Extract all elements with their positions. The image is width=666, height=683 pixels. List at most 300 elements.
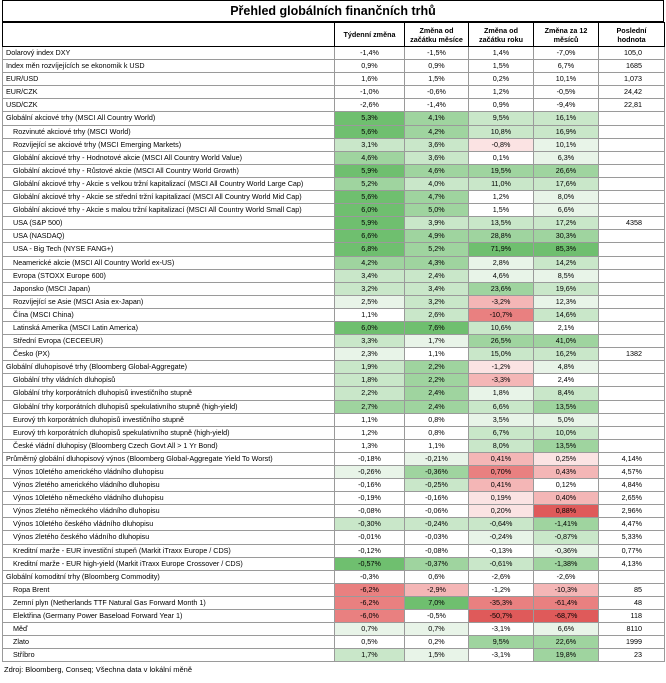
weekly-change-cell: 1,1%: [335, 308, 405, 321]
ytd-change-cell: -3,3%: [469, 374, 534, 387]
weekly-change-cell: -0,19%: [335, 492, 405, 505]
mtd-change-cell: 3,4%: [405, 282, 469, 295]
last-value-cell: 118: [599, 610, 665, 623]
table-row: [3, 243, 665, 256]
weekly-change-cell: 6,6%: [335, 230, 405, 243]
weekly-change-cell: -1,0%: [335, 86, 405, 99]
table-row: [3, 269, 665, 282]
ytd-change-cell: 6,7%: [469, 426, 534, 439]
row-name: Čína (MSCI China): [3, 308, 335, 321]
last-value-cell: [599, 387, 665, 400]
last-value-cell: 24,42: [599, 86, 665, 99]
table-row: [3, 151, 665, 164]
row-name: USA - Big Tech (NYSE FANG+): [3, 243, 335, 256]
12m-change-cell: -0,36%: [534, 544, 599, 557]
ytd-change-cell: 2,8%: [469, 256, 534, 269]
row-name: Globální trhy korporátních dluhopisů spekulativního stupně (high-yield): [3, 400, 335, 413]
mtd-change-cell: 3,2%: [405, 295, 469, 308]
row-name: Rozvíjející se akciové trhy (MSCI Emerging Markets): [3, 138, 335, 151]
ytd-change-cell: 15,0%: [469, 348, 534, 361]
ytd-change-cell: -0,61%: [469, 557, 534, 570]
mtd-change-cell: 0,6%: [405, 570, 469, 583]
12m-change-cell: 8,0%: [534, 191, 599, 204]
row-name: Globální dluhopisové trhy (Bloomberg Global-Aggregate): [3, 361, 335, 374]
mtd-change-cell: 5,0%: [405, 204, 469, 217]
row-name: Index měn rozvíjejících se ekonomik k USD: [3, 60, 335, 73]
last-value-cell: [599, 374, 665, 387]
weekly-change-cell: 5,2%: [335, 177, 405, 190]
12m-change-cell: -7,0%: [534, 47, 599, 60]
weekly-change-cell: -0,26%: [335, 466, 405, 479]
12m-change-cell: 26,6%: [534, 164, 599, 177]
weekly-change-cell: 1,9%: [335, 361, 405, 374]
table-row: [3, 230, 665, 243]
last-value-cell: [599, 256, 665, 269]
weekly-change-cell: 6,0%: [335, 321, 405, 334]
table-row: [3, 73, 665, 86]
row-name: USA (NASDAQ): [3, 230, 335, 243]
mtd-change-cell: 0,9%: [405, 60, 469, 73]
weekly-change-cell: 0,5%: [335, 636, 405, 649]
row-name: Evropa (STOXX Europe 600): [3, 269, 335, 282]
weekly-change-cell: 4,6%: [335, 151, 405, 164]
mtd-change-cell: 2,6%: [405, 308, 469, 321]
mtd-change-cell: -0,25%: [405, 479, 469, 492]
ytd-change-cell: 0,41%: [469, 479, 534, 492]
last-value-cell: [599, 125, 665, 138]
weekly-change-cell: 6,8%: [335, 243, 405, 256]
weekly-change-cell: -0,18%: [335, 452, 405, 465]
ytd-change-cell: 0,2%: [469, 73, 534, 86]
last-value-cell: 1382: [599, 348, 665, 361]
mtd-change-cell: 1,1%: [405, 348, 469, 361]
12m-change-cell: 13,5%: [534, 400, 599, 413]
weekly-change-cell: -0,30%: [335, 518, 405, 531]
mtd-change-cell: -0,06%: [405, 505, 469, 518]
last-value-cell: 2,65%: [599, 492, 665, 505]
12m-change-cell: -1,38%: [534, 557, 599, 570]
mtd-change-cell: 3,9%: [405, 217, 469, 230]
ytd-change-cell: 0,70%: [469, 466, 534, 479]
mtd-change-cell: -1,5%: [405, 47, 469, 60]
12m-change-cell: 10,1%: [534, 73, 599, 86]
weekly-change-cell: 2,7%: [335, 400, 405, 413]
table-row: [3, 348, 665, 361]
last-value-cell: [599, 439, 665, 452]
ytd-change-cell: -0,8%: [469, 138, 534, 151]
table-row: [3, 177, 665, 190]
ytd-change-cell: 0,1%: [469, 151, 534, 164]
weekly-change-cell: 5,9%: [335, 217, 405, 230]
last-value-cell: 23: [599, 649, 665, 662]
12m-change-cell: 14,6%: [534, 308, 599, 321]
table-row: [3, 439, 665, 452]
12m-change-cell: 0,12%: [534, 479, 599, 492]
header-12m: Změna za 12 měsíců: [534, 23, 599, 47]
header-mtd: Změna od začátku měsíce: [405, 23, 469, 47]
last-value-cell: 5,33%: [599, 531, 665, 544]
ytd-change-cell: -35,3%: [469, 596, 534, 609]
weekly-change-cell: -0,12%: [335, 544, 405, 557]
table-row: [3, 544, 665, 557]
mtd-change-cell: -1,4%: [405, 99, 469, 112]
last-value-cell: 105,0: [599, 47, 665, 60]
weekly-change-cell: 0,7%: [335, 623, 405, 636]
weekly-change-cell: 1,8%: [335, 374, 405, 387]
mtd-change-cell: 7,6%: [405, 321, 469, 334]
12m-change-cell: 16,1%: [534, 112, 599, 125]
last-value-cell: [599, 204, 665, 217]
table-row: [3, 413, 665, 426]
ytd-change-cell: -3,2%: [469, 295, 534, 308]
last-value-cell: [599, 138, 665, 151]
weekly-change-cell: -0,01%: [335, 531, 405, 544]
mtd-change-cell: 4,3%: [405, 256, 469, 269]
header-last-value: Poslední hodnota: [599, 23, 665, 47]
ytd-change-cell: 3,5%: [469, 413, 534, 426]
row-name: Střední Evropa (CECEEUR): [3, 335, 335, 348]
weekly-change-cell: 3,2%: [335, 282, 405, 295]
ytd-change-cell: -0,13%: [469, 544, 534, 557]
row-name: Globální komoditní trhy (Bloomberg Commodity): [3, 570, 335, 583]
last-value-cell: [599, 295, 665, 308]
mtd-change-cell: -0,6%: [405, 86, 469, 99]
row-name: Měď: [3, 623, 335, 636]
table-body: [3, 47, 665, 662]
last-value-cell: 4,84%: [599, 479, 665, 492]
row-name: Česko (PX): [3, 348, 335, 361]
report-container: [2, 0, 664, 674]
ytd-change-cell: 13,5%: [469, 217, 534, 230]
row-name: Eurový trh korporátních dluhopisů investičního stupně: [3, 413, 335, 426]
weekly-change-cell: 3,4%: [335, 269, 405, 282]
12m-change-cell: 2,1%: [534, 321, 599, 334]
source-note: Zdroj: Bloomberg, Conseq; Všechna data v lokální měně: [4, 665, 193, 675]
ytd-change-cell: 0,9%: [469, 99, 534, 112]
table-row: [3, 125, 665, 138]
mtd-change-cell: 5,2%: [405, 243, 469, 256]
weekly-change-cell: 1,2%: [335, 426, 405, 439]
row-name: Rozvíjející se Asie (MSCI Asia ex-Japan): [3, 295, 335, 308]
table-row: [3, 557, 665, 570]
table-row: [3, 596, 665, 609]
last-value-cell: [599, 269, 665, 282]
table-row: [3, 164, 665, 177]
12m-change-cell: 10,0%: [534, 426, 599, 439]
row-name: Latinská Amerika (MSCI Latin America): [3, 321, 335, 334]
12m-change-cell: 6,6%: [534, 623, 599, 636]
weekly-change-cell: 5,9%: [335, 164, 405, 177]
mtd-change-cell: -0,36%: [405, 466, 469, 479]
row-name: EUR/CZK: [3, 86, 335, 99]
weekly-change-cell: 3,1%: [335, 138, 405, 151]
weekly-change-cell: -0,08%: [335, 505, 405, 518]
mtd-change-cell: 3,6%: [405, 138, 469, 151]
mtd-change-cell: 2,2%: [405, 361, 469, 374]
ytd-change-cell: 9,5%: [469, 112, 534, 125]
last-value-cell: [599, 308, 665, 321]
row-name: Dolarový index DXY: [3, 47, 335, 60]
table-row: [3, 518, 665, 531]
mtd-change-cell: -2,9%: [405, 583, 469, 596]
weekly-change-cell: 3,3%: [335, 335, 405, 348]
weekly-change-cell: 6,0%: [335, 204, 405, 217]
12m-change-cell: 2,4%: [534, 374, 599, 387]
last-value-cell: 4,14%: [599, 452, 665, 465]
ytd-change-cell: 0,41%: [469, 452, 534, 465]
report-title: Přehled globálních finančních trhů: [2, 0, 664, 22]
table-row: [3, 335, 665, 348]
12m-change-cell: 5,0%: [534, 413, 599, 426]
weekly-change-cell: 1,7%: [335, 649, 405, 662]
table-row: [3, 374, 665, 387]
header-name: [3, 23, 335, 47]
row-name: Elektřina (Germany Power Baseload Forward Year 1): [3, 610, 335, 623]
12m-change-cell: -10,3%: [534, 583, 599, 596]
mtd-change-cell: 7,0%: [405, 596, 469, 609]
12m-change-cell: 8,4%: [534, 387, 599, 400]
mtd-change-cell: 4,0%: [405, 177, 469, 190]
12m-change-cell: -0,5%: [534, 86, 599, 99]
header-weekly: Týdenní změna: [335, 23, 405, 47]
table-row: [3, 361, 665, 374]
table-row: [3, 191, 665, 204]
row-name: Zemní plyn (Netherlands TTF Natural Gas Forward Month 1): [3, 596, 335, 609]
row-name: Globální akciové trhy - Akcie se střední tržní kapitalizací (MSCI All Country World Mid Cap): [3, 191, 335, 204]
mtd-change-cell: 2,2%: [405, 374, 469, 387]
last-value-cell: [599, 321, 665, 334]
last-value-cell: [599, 177, 665, 190]
12m-change-cell: 19,8%: [534, 649, 599, 662]
ytd-change-cell: 1,5%: [469, 60, 534, 73]
ytd-change-cell: 6,6%: [469, 400, 534, 413]
table-row: [3, 204, 665, 217]
mtd-change-cell: -0,24%: [405, 518, 469, 531]
12m-change-cell: -61,4%: [534, 596, 599, 609]
table-row: [3, 256, 665, 269]
ytd-change-cell: -10,7%: [469, 308, 534, 321]
ytd-change-cell: -1,2%: [469, 583, 534, 596]
row-name: Kreditní marže - EUR investiční stupeň (Markit iTraxx Europe / CDS): [3, 544, 335, 557]
row-name: Výnos 2letého německého vládního dluhopisu: [3, 505, 335, 518]
12m-change-cell: -1,41%: [534, 518, 599, 531]
ytd-change-cell: 26,5%: [469, 335, 534, 348]
last-value-cell: 1,073: [599, 73, 665, 86]
last-value-cell: 4,57%: [599, 466, 665, 479]
weekly-change-cell: 1,3%: [335, 439, 405, 452]
ytd-change-cell: 28,8%: [469, 230, 534, 243]
ytd-change-cell: -0,64%: [469, 518, 534, 531]
last-value-cell: [599, 191, 665, 204]
header-row: [3, 23, 665, 47]
12m-change-cell: 6,3%: [534, 151, 599, 164]
12m-change-cell: 10,1%: [534, 138, 599, 151]
weekly-change-cell: -0,16%: [335, 479, 405, 492]
last-value-cell: [599, 361, 665, 374]
row-name: Globální trhy vládních dluhopisů: [3, 374, 335, 387]
row-name: Globální trhy korporátních dluhopisů investičního stupně: [3, 387, 335, 400]
last-value-cell: [599, 426, 665, 439]
12m-change-cell: -68,7%: [534, 610, 599, 623]
row-name: Japonsko (MSCI Japan): [3, 282, 335, 295]
last-value-cell: 85: [599, 583, 665, 596]
weekly-change-cell: -6,0%: [335, 610, 405, 623]
last-value-cell: 4,13%: [599, 557, 665, 570]
mtd-change-cell: -0,08%: [405, 544, 469, 557]
market-table: [2, 22, 665, 662]
mtd-change-cell: 0,7%: [405, 623, 469, 636]
row-name: Kreditní marže - EUR high-yield (Markit iTraxx Europe Crossover / CDS): [3, 557, 335, 570]
mtd-change-cell: 0,2%: [405, 636, 469, 649]
last-value-cell: 4,47%: [599, 518, 665, 531]
ytd-change-cell: 0,20%: [469, 505, 534, 518]
row-name: Zlato: [3, 636, 335, 649]
last-value-cell: [599, 413, 665, 426]
table-row: [3, 308, 665, 321]
row-name: USA (S&P 500): [3, 217, 335, 230]
table-row: [3, 321, 665, 334]
12m-change-cell: 0,43%: [534, 466, 599, 479]
last-value-cell: 8110: [599, 623, 665, 636]
last-value-cell: [599, 335, 665, 348]
12m-change-cell: 85,3%: [534, 243, 599, 256]
12m-change-cell: 4,8%: [534, 361, 599, 374]
12m-change-cell: 41,0%: [534, 335, 599, 348]
mtd-change-cell: -0,21%: [405, 452, 469, 465]
weekly-change-cell: 1,1%: [335, 413, 405, 426]
ytd-change-cell: 71,9%: [469, 243, 534, 256]
table-row: [3, 466, 665, 479]
mtd-change-cell: 2,4%: [405, 387, 469, 400]
mtd-change-cell: 3,6%: [405, 151, 469, 164]
mtd-change-cell: 4,1%: [405, 112, 469, 125]
row-name: Výnos 2letého amerického vládního dluhopisu: [3, 479, 335, 492]
last-value-cell: [599, 243, 665, 256]
row-name: Výnos 10letého českého vládního dluhopisu: [3, 518, 335, 531]
table-row: [3, 426, 665, 439]
mtd-change-cell: 1,7%: [405, 335, 469, 348]
12m-change-cell: 17,6%: [534, 177, 599, 190]
row-name: Stříbro: [3, 649, 335, 662]
table-row: [3, 295, 665, 308]
weekly-change-cell: 2,3%: [335, 348, 405, 361]
mtd-change-cell: 0,8%: [405, 413, 469, 426]
12m-change-cell: -0,87%: [534, 531, 599, 544]
mtd-change-cell: 4,2%: [405, 125, 469, 138]
table-row: [3, 217, 665, 230]
table-row: [3, 649, 665, 662]
mtd-change-cell: -0,37%: [405, 557, 469, 570]
12m-change-cell: 6,6%: [534, 204, 599, 217]
mtd-change-cell: -0,16%: [405, 492, 469, 505]
last-value-cell: 48: [599, 596, 665, 609]
weekly-change-cell: -6,2%: [335, 583, 405, 596]
table-row: [3, 112, 665, 125]
weekly-change-cell: -6,2%: [335, 596, 405, 609]
row-name: Ropa Brent: [3, 583, 335, 596]
row-name: Globální akciové trhy - Hodnotové akcie (MSCI All Country World Value): [3, 151, 335, 164]
last-value-cell: 1685: [599, 60, 665, 73]
weekly-change-cell: 5,6%: [335, 191, 405, 204]
mtd-change-cell: 1,5%: [405, 73, 469, 86]
12m-change-cell: 19,6%: [534, 282, 599, 295]
row-name: Výnos 10letého amerického vládního dluhopisu: [3, 466, 335, 479]
row-name: České vládní dluhopisy (Bloomberg Czech Govt All > 1 Yr Bond): [3, 439, 335, 452]
table-row: [3, 610, 665, 623]
weekly-change-cell: 1,6%: [335, 73, 405, 86]
weekly-change-cell: 2,5%: [335, 295, 405, 308]
row-name: USD/CZK: [3, 99, 335, 112]
ytd-change-cell: 1,2%: [469, 191, 534, 204]
table-row: [3, 583, 665, 596]
row-name: Neamerické akcie (MSCI All Country World ex-US): [3, 256, 335, 269]
table-row: [3, 623, 665, 636]
header-ytd: Změna od začátku roku: [469, 23, 534, 47]
ytd-change-cell: 1,4%: [469, 47, 534, 60]
ytd-change-cell: 19,5%: [469, 164, 534, 177]
12m-change-cell: 30,3%: [534, 230, 599, 243]
ytd-change-cell: 1,2%: [469, 86, 534, 99]
12m-change-cell: 17,2%: [534, 217, 599, 230]
ytd-change-cell: 8,0%: [469, 439, 534, 452]
last-value-cell: [599, 164, 665, 177]
weekly-change-cell: 2,2%: [335, 387, 405, 400]
12m-change-cell: 14,2%: [534, 256, 599, 269]
ytd-change-cell: -50,7%: [469, 610, 534, 623]
12m-change-cell: 0,88%: [534, 505, 599, 518]
12m-change-cell: 16,2%: [534, 348, 599, 361]
weekly-change-cell: 4,2%: [335, 256, 405, 269]
last-value-cell: 0,77%: [599, 544, 665, 557]
mtd-change-cell: 2,4%: [405, 400, 469, 413]
row-name: Globální akciové trhy (MSCI All Country World): [3, 112, 335, 125]
12m-change-cell: 0,25%: [534, 452, 599, 465]
table-row: [3, 636, 665, 649]
table-row: [3, 570, 665, 583]
12m-change-cell: 12,3%: [534, 295, 599, 308]
ytd-change-cell: 0,19%: [469, 492, 534, 505]
last-value-cell: [599, 282, 665, 295]
12m-change-cell: -9,4%: [534, 99, 599, 112]
12m-change-cell: 13,5%: [534, 439, 599, 452]
weekly-change-cell: -0,3%: [335, 570, 405, 583]
ytd-change-cell: -1,2%: [469, 361, 534, 374]
mtd-change-cell: 2,4%: [405, 269, 469, 282]
last-value-cell: 22,81: [599, 99, 665, 112]
last-value-cell: [599, 151, 665, 164]
weekly-change-cell: -1,4%: [335, 47, 405, 60]
table-row: [3, 282, 665, 295]
12m-change-cell: 22,6%: [534, 636, 599, 649]
mtd-change-cell: 4,9%: [405, 230, 469, 243]
12m-change-cell: 16,9%: [534, 125, 599, 138]
weekly-change-cell: -2,6%: [335, 99, 405, 112]
ytd-change-cell: 11,0%: [469, 177, 534, 190]
last-value-cell: 1999: [599, 636, 665, 649]
ytd-change-cell: 4,6%: [469, 269, 534, 282]
ytd-change-cell: 1,5%: [469, 204, 534, 217]
table-row: [3, 492, 665, 505]
mtd-change-cell: 0,8%: [405, 426, 469, 439]
table-row: [3, 531, 665, 544]
table-row: [3, 86, 665, 99]
row-name: Výnos 2letého českého vládního dluhopisu: [3, 531, 335, 544]
ytd-change-cell: -0,24%: [469, 531, 534, 544]
row-name: Eurový trh korporátních dluhopisů spekulativního stupně (high-yield): [3, 426, 335, 439]
ytd-change-cell: -3,1%: [469, 623, 534, 636]
ytd-change-cell: -3,1%: [469, 649, 534, 662]
table-row: [3, 479, 665, 492]
